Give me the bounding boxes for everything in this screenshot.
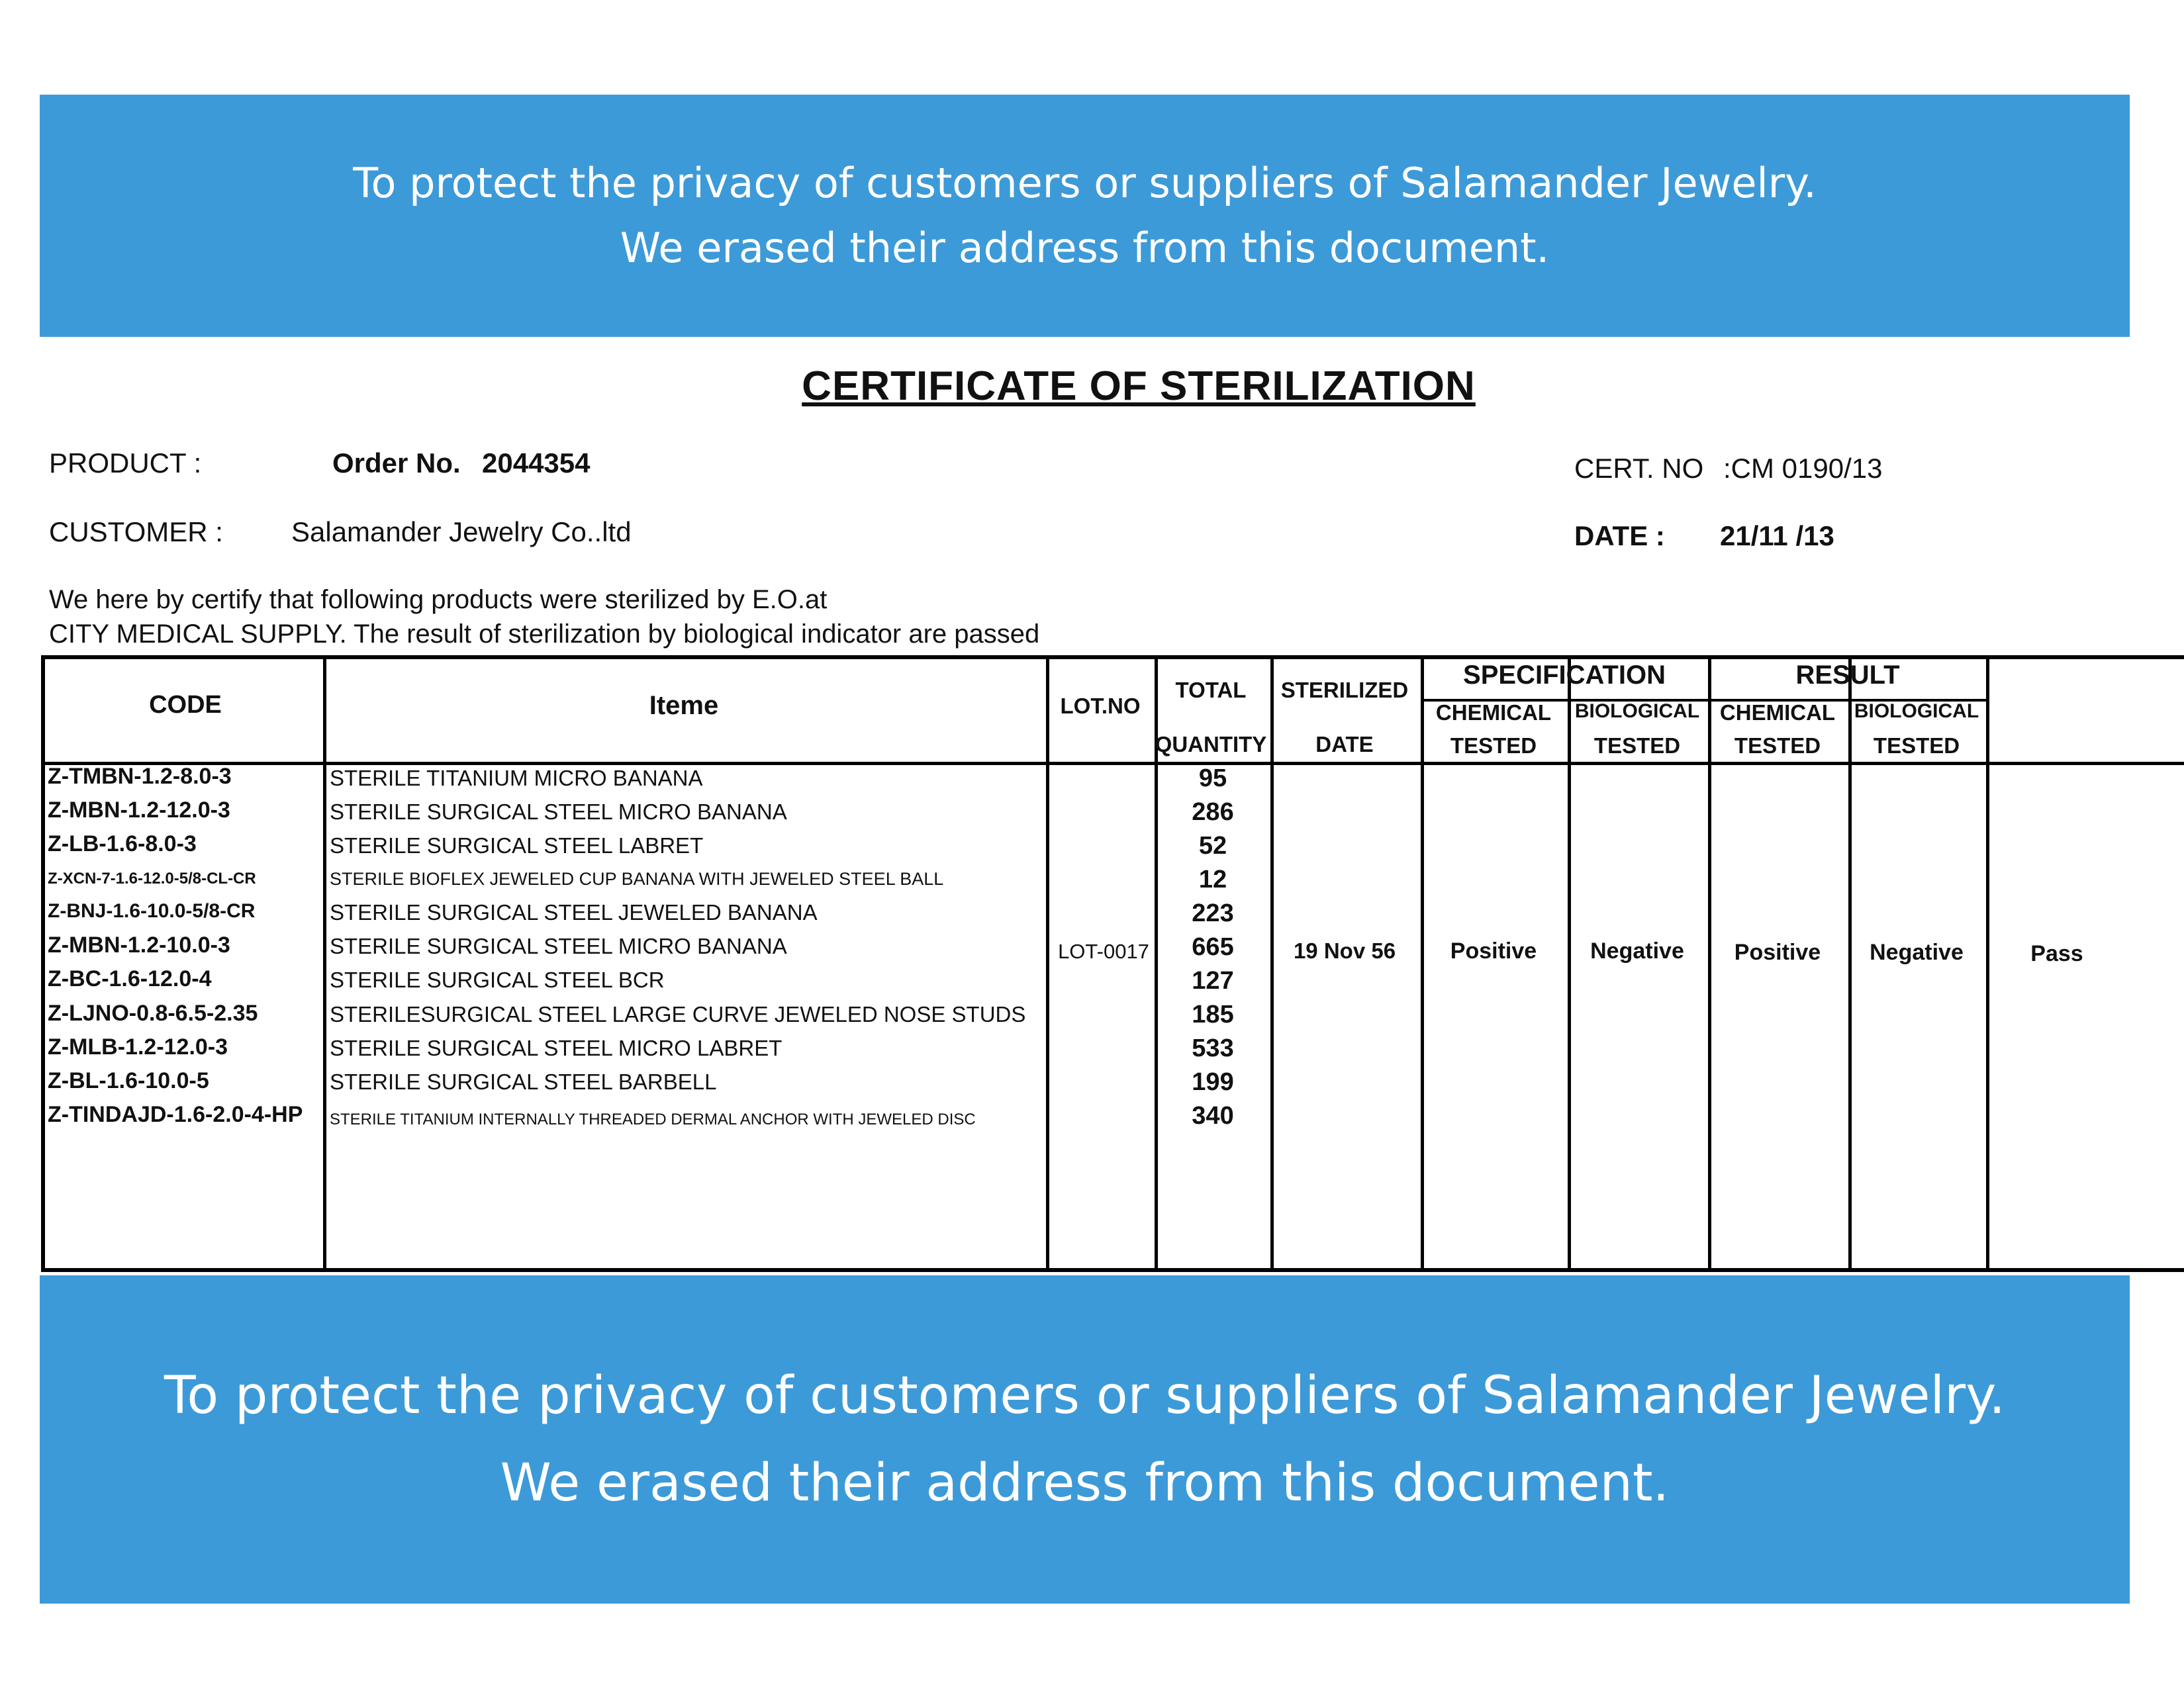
result-biological-value: Negative — [1870, 940, 1964, 965]
header-spec-biological-tested: TESTED — [1593, 733, 1681, 758]
row-code: Z-TINDAJD-1.6-2.0-4-HP — [48, 1102, 303, 1127]
row-quantity: 286 — [1192, 798, 1234, 826]
privacy-banner-top — [40, 95, 2130, 337]
row-code: Z-BL-1.6-10.0-5 — [48, 1068, 209, 1093]
date-label: DATE : — [1574, 520, 1665, 551]
certificate-title: CERTIFICATE OF STERILIZATION — [802, 363, 1476, 409]
header-result-chemical: CHEMICAL — [1719, 700, 1836, 725]
privacy-banner-bottom — [40, 1275, 2130, 1604]
row-item: STERILESURGICAL STEEL LARGE CURVE JEWELED NOSE STUDS — [330, 1002, 1026, 1026]
customer-label: CUSTOMER : — [49, 516, 223, 547]
row-item: STERILE SURGICAL STEEL BCR — [330, 968, 665, 992]
header-result: RESULT — [1795, 661, 1900, 690]
customer-name: Salamander Jewelry Co..ltd — [291, 516, 632, 547]
row-code: Z-LJNO-0.8-6.5-2.35 — [48, 1001, 258, 1026]
row-quantity: 52 — [1198, 832, 1227, 860]
header-result-chemical-tested: TESTED — [1734, 733, 1821, 758]
header-sterilized: STERILIZED — [1280, 678, 1409, 702]
header-specification: SPECIFICATION — [1463, 661, 1666, 690]
cert-number: :CM 0190/13 — [1723, 453, 1883, 484]
statement-line-1: We here by certify that following products were sterilized by E.O.at — [49, 585, 828, 614]
row-code: Z-MBN-1.2-10.0-3 — [48, 933, 230, 958]
row-code: Z-BNJ-1.6-10.0-5/8-CR — [48, 900, 256, 922]
certification-statement — [49, 582, 1039, 651]
row-item: STERILE SURGICAL STEEL LABRET — [330, 833, 704, 858]
header-result-biological-tested: TESTED — [1873, 733, 1960, 758]
lot-number: LOT-0017 — [1058, 940, 1149, 963]
header-quantity: QUANTITY — [1155, 732, 1267, 756]
header-date: DATE — [1315, 732, 1374, 756]
spec-chemical-value: Positive — [1450, 938, 1537, 964]
row-item: STERILE TITANIUM MICRO BANANA — [330, 766, 703, 790]
row-quantity: 185 — [1192, 1001, 1234, 1028]
row-code: Z-MLB-1.2-12.0-3 — [48, 1034, 228, 1060]
column-divider — [323, 659, 326, 1268]
row-quantity: 12 — [1198, 866, 1227, 893]
header-item: Iteme — [649, 691, 719, 720]
header-code: CODE — [149, 691, 222, 719]
result-chemical-value: Positive — [1734, 940, 1821, 965]
row-quantity: 340 — [1192, 1102, 1234, 1130]
row-item: STERILE SURGICAL STEEL JEWELED BANANA — [330, 900, 818, 925]
row-item: STERILE SURGICAL STEEL MICRO BANANA — [330, 799, 787, 824]
row-code: Z-TMBN-1.2-8.0-3 — [48, 764, 232, 789]
row-item: STERILE TITANIUM INTERNALLY THREADED DERMAL ANCHOR WITH JEWELED DISC — [330, 1111, 976, 1128]
row-item: STERILE SURGICAL STEEL BARBELL — [330, 1070, 717, 1094]
column-divider — [1046, 659, 1049, 1268]
header-lot-no: LOT.NO — [1060, 694, 1141, 718]
pass-status: Pass — [2030, 941, 2083, 966]
order-number: 2044354 — [482, 447, 591, 479]
row-item: STERILE BIOFLEX JEWELED CUP BANANA WITH JEWELED STEEL BALL — [330, 869, 944, 889]
header-spec-chemical-tested: TESTED — [1450, 733, 1537, 758]
row-quantity: 199 — [1192, 1068, 1234, 1096]
header-spec-chemical: CHEMICAL — [1435, 700, 1552, 725]
date-value: 21/11 /13 — [1720, 520, 1834, 551]
row-code: Z-LB-1.6-8.0-3 — [48, 831, 197, 856]
spec-biological-value: Negative — [1590, 938, 1684, 964]
product-label: PRODUCT : — [49, 447, 202, 479]
row-code: Z-BC-1.6-12.0-4 — [48, 966, 212, 991]
row-quantity: 127 — [1192, 967, 1234, 995]
privacy-line-2: We erased their address from this document. — [500, 1453, 1670, 1513]
order-label: Order No. — [332, 447, 461, 479]
header-total: TOTAL — [1175, 678, 1247, 702]
row-quantity: 665 — [1192, 933, 1234, 961]
row-item: STERILE SURGICAL STEEL MICRO BANANA — [330, 934, 787, 958]
header-divider — [45, 762, 2184, 765]
row-item: STERILE SURGICAL STEEL MICRO LABRET — [330, 1036, 783, 1060]
sterilized-date: 19 Nov 56 — [1293, 938, 1396, 963]
row-quantity: 95 — [1198, 764, 1227, 792]
privacy-line-2: We erased their address from this document. — [620, 224, 1550, 272]
row-quantity: 533 — [1192, 1034, 1234, 1062]
privacy-line-1: To protect the privacy of customers or suppliers of Salamander Jewelry. — [353, 159, 1817, 207]
cert-label: CERT. NO — [1574, 453, 1704, 484]
statement-line-2: CITY MEDICAL SUPPLY. The result of sterilization by biological indicator are passed — [49, 619, 1040, 649]
row-quantity: 223 — [1192, 899, 1234, 927]
privacy-line-1: To protect the privacy of customers or suppliers of Salamander Jewelry. — [164, 1366, 2006, 1426]
row-code: Z-MBN-1.2-12.0-3 — [48, 798, 230, 823]
header-spec-biological: BIOLOGICAL — [1574, 700, 1700, 722]
header-result-biological: BIOLOGICAL — [1854, 700, 1979, 722]
row-code: Z-XCN-7-1.6-12.0-5/8-CL-CR — [48, 870, 256, 888]
